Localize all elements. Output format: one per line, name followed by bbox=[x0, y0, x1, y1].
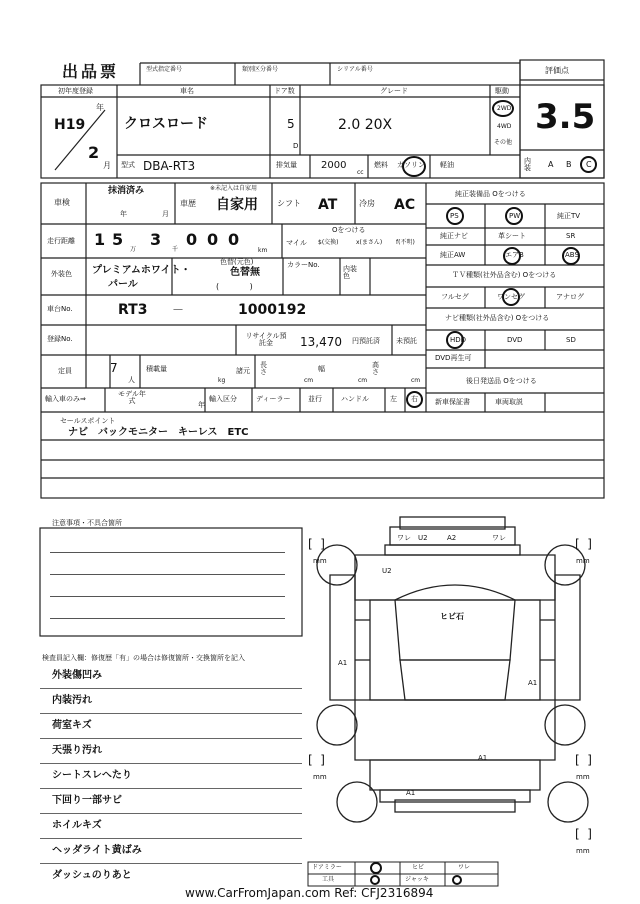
model-label: 型式 bbox=[121, 161, 135, 169]
month-value: 2 bbox=[88, 143, 100, 162]
unreg-note: ※未記入は自家用 bbox=[210, 185, 258, 192]
diag-label-u2-front: U2 bbox=[418, 534, 428, 542]
parallel-label: 並行 bbox=[308, 395, 322, 403]
tire-mm-rl: mm bbox=[313, 773, 327, 781]
mileage-digit-4: 0 bbox=[186, 230, 198, 249]
capacity-label: 定員 bbox=[58, 367, 72, 375]
legend-jack: ジャッキ bbox=[405, 876, 429, 883]
diag-label-a1-bottom: A1 bbox=[406, 789, 416, 797]
mile-option-exchange: $(交換) bbox=[318, 239, 339, 246]
note-line bbox=[50, 618, 285, 619]
navi-dvd-play: DVD再生可 bbox=[435, 354, 472, 362]
tire-bracket-fr: [ ] bbox=[575, 537, 592, 551]
equip-navi: 純正ナビ bbox=[440, 232, 468, 240]
equip-pw-circle bbox=[505, 207, 523, 225]
load-unit: kg bbox=[218, 377, 226, 384]
sales-point-label: セールスポイント bbox=[60, 417, 116, 425]
usage-value: 自家用 bbox=[216, 197, 258, 213]
aftersale-warranty: 新車保証書 bbox=[435, 398, 470, 406]
ac-label: 冷房 bbox=[359, 199, 375, 208]
legend-crack: ワレ bbox=[458, 864, 471, 871]
mile-label: マイル bbox=[286, 239, 307, 247]
dealer-label: ディーラー bbox=[256, 395, 291, 403]
model-cert-label: 型式指定番号 bbox=[146, 66, 183, 73]
color-change-paren: ( ) bbox=[216, 282, 253, 291]
import-type-label: 輸入区分 bbox=[209, 395, 237, 403]
recycle-value: 13,470 bbox=[300, 335, 342, 349]
mileage-unit-sen: 千 bbox=[172, 246, 179, 253]
legend-tools: 工具 bbox=[322, 876, 335, 883]
inspection-value: 抹消済み bbox=[108, 186, 145, 196]
rating-value: 3.5 bbox=[535, 97, 596, 137]
grade-label: グレード bbox=[380, 87, 408, 95]
tire-bracket-rl: [ ] bbox=[308, 753, 325, 767]
interior-grade-c: C bbox=[586, 160, 592, 169]
car-name-value: クロスロード bbox=[124, 116, 208, 132]
model-year-label: モデル年式 bbox=[118, 390, 146, 405]
diag-label-a1-left: A1 bbox=[338, 659, 348, 667]
displacement-label: 排気量 bbox=[276, 161, 297, 169]
left-label: 左 bbox=[390, 395, 397, 403]
watermark: www.CarFromJapan.com Ref: CFJ2316894 bbox=[185, 886, 434, 900]
mileage-digit-1: 1 bbox=[94, 230, 106, 249]
color-value-2: パール bbox=[108, 279, 138, 290]
right-label: 右 bbox=[411, 395, 418, 403]
grade-value: 2.0 20X bbox=[338, 117, 393, 133]
problem-row-line bbox=[40, 713, 302, 714]
color-change-value: 色替無 bbox=[230, 267, 260, 278]
interior-label: 内装 bbox=[524, 157, 531, 172]
problem-item: ダッシュのりあと bbox=[52, 870, 132, 881]
tire-bracket-rr: [ ] bbox=[575, 753, 592, 767]
recycle-label: リサイクル預託金 bbox=[245, 332, 287, 347]
sales-point-text: ナビ バックモニター キーレス ETC bbox=[68, 427, 249, 438]
legend-crack-small: ヒビ bbox=[412, 864, 425, 871]
navi-hdd: HDD bbox=[450, 336, 467, 344]
tv-title: ＴＶ種類(社外品含む) Oをつける bbox=[452, 271, 557, 279]
mileage-digit-5: 0 bbox=[207, 230, 219, 249]
dims-label: 諸元 bbox=[236, 367, 250, 375]
tire-bracket-fl: [ ] bbox=[308, 537, 325, 551]
serial-label: シリアル番号 bbox=[337, 66, 373, 73]
mileage-digit-2: 5 bbox=[112, 230, 124, 249]
mileage-unit-man: 万 bbox=[130, 246, 137, 253]
handle-label: ハンドル bbox=[341, 395, 369, 403]
tire-mm-rr: mm bbox=[576, 773, 590, 781]
category-label: 類別区分番号 bbox=[242, 66, 279, 73]
chassis-number: 1000192 bbox=[238, 302, 307, 318]
interior-circle bbox=[580, 156, 597, 173]
fuel-circle bbox=[402, 156, 426, 177]
aftersale-manual: 車両取説 bbox=[495, 398, 523, 406]
problem-row-line bbox=[40, 813, 302, 814]
problem-item: シートスレへたり bbox=[52, 770, 132, 781]
equip-ps-circle bbox=[446, 207, 464, 225]
diag-label-a2-front: A2 bbox=[447, 534, 457, 542]
chassis-dash: － bbox=[172, 303, 185, 317]
displacement-value: 2000 bbox=[321, 160, 347, 171]
tire-mm-fl: mm bbox=[313, 557, 327, 565]
navi-sd: SD bbox=[566, 336, 576, 344]
recycle-unpaid: 未預託 bbox=[396, 337, 417, 345]
problem-row-line bbox=[40, 738, 302, 739]
legend-jack-circle bbox=[452, 875, 462, 885]
problem-item: ホイルキズ bbox=[52, 820, 102, 831]
mile-option-altered: x(まさん) bbox=[356, 239, 383, 246]
capacity-unit: 人 bbox=[128, 376, 135, 384]
light-oil-label: 軽油 bbox=[440, 161, 454, 169]
car-name-label: 車名 bbox=[180, 87, 194, 95]
problem-row-line bbox=[40, 838, 302, 839]
tire-bracket-spare: [ ] bbox=[575, 827, 592, 841]
interior-grade-b: B bbox=[566, 160, 572, 169]
note-line bbox=[50, 552, 285, 553]
problem-row-line bbox=[40, 788, 302, 789]
fuel-value: ガソリン bbox=[397, 161, 425, 169]
doors-value: 5 bbox=[287, 117, 295, 131]
problem-item: ヘッダライト黄ばみ bbox=[52, 845, 142, 856]
shift-value: AT bbox=[318, 197, 338, 213]
problem-row-line bbox=[40, 863, 302, 864]
problem-item: 荷室キズ bbox=[52, 720, 92, 731]
width-unit: cm bbox=[358, 377, 368, 384]
legend-mirror-circle bbox=[370, 862, 382, 874]
equip-ps: PS bbox=[450, 212, 459, 220]
note-line bbox=[50, 596, 285, 597]
mileage-digit-6: 0 bbox=[228, 230, 240, 249]
inspection-label: 車検 bbox=[54, 198, 70, 207]
chassis-label: 車台No. bbox=[47, 305, 73, 313]
diag-label-u2-left: U2 bbox=[382, 567, 392, 575]
mileage-digit-3: 3 bbox=[150, 230, 162, 249]
year-unit: 年 bbox=[96, 103, 104, 112]
inspection-year: 年 bbox=[120, 210, 127, 218]
interior-grade-a: A bbox=[548, 160, 554, 169]
reg-no-label: 登録No. bbox=[47, 335, 73, 343]
load-label: 積載量 bbox=[146, 365, 167, 373]
ac-value: AC bbox=[394, 197, 416, 213]
month-unit: 月 bbox=[103, 161, 111, 170]
problem-row-line bbox=[40, 763, 302, 764]
legend-tools-circle bbox=[370, 875, 380, 885]
shift-label: シフト bbox=[277, 199, 301, 208]
mile-circle-note: Oをつける bbox=[332, 226, 366, 234]
height-unit: cm bbox=[411, 377, 421, 384]
problem-item: 外装傷凹み bbox=[52, 670, 102, 681]
equip-pw: PW bbox=[509, 212, 521, 220]
diag-label-windshield: ヒビ石 bbox=[440, 612, 464, 621]
drive-option-2wd: 2WD bbox=[497, 105, 512, 112]
color-label: 外装色 bbox=[51, 270, 72, 278]
doors-label: ドア数 bbox=[274, 87, 295, 95]
equip-leather: 革シート bbox=[498, 232, 526, 240]
drive-option-other: その他 bbox=[494, 139, 513, 146]
width-label: 幅 bbox=[318, 365, 325, 373]
rating-label: 評価点 bbox=[545, 66, 569, 75]
mile-option-unknown: f(不明) bbox=[396, 239, 415, 246]
drive-label: 駆動 bbox=[495, 87, 509, 95]
recycle-paid: 円預託済 bbox=[352, 337, 380, 345]
tv-analog: アナログ bbox=[556, 293, 584, 301]
chassis-prefix: RT3 bbox=[118, 302, 148, 318]
color-no-label: カラーNo. bbox=[287, 261, 320, 269]
equipment-title: 純正装備品 Oをつける bbox=[455, 190, 526, 198]
inspector-label: 検査員記入欄：修復歴「有」の場合は修復箇所・交換箇所を記入 bbox=[42, 654, 245, 662]
model-value: DBA-RT3 bbox=[143, 159, 196, 173]
color-change-label: 色替(元色) bbox=[220, 258, 254, 266]
color-value-1: プレミアムホワイト・ bbox=[92, 265, 191, 276]
model-year-unit: 年 bbox=[198, 401, 205, 409]
fuel-label: 燃料 bbox=[374, 161, 388, 169]
length-label: 長さ bbox=[260, 361, 267, 376]
equip-abs: ABS bbox=[565, 251, 579, 259]
aftersale-title: 後日発送品 Oをつける bbox=[466, 377, 537, 385]
problem-item: 内装汚れ bbox=[52, 695, 92, 706]
form-title: 出品票 bbox=[62, 62, 120, 81]
drive-option-4wd: 4WD bbox=[497, 123, 512, 130]
usage-label: 車歴 bbox=[180, 199, 196, 208]
doors-suffix: D bbox=[293, 142, 299, 150]
capacity-value: 7 bbox=[110, 361, 118, 375]
navi-title: ナビ種類(社外品含む) Oをつける bbox=[445, 314, 550, 322]
import-label: 輸入車のみ⇒ bbox=[45, 395, 86, 403]
car-diagram-outline bbox=[317, 517, 588, 822]
tire-mm-spare: mm bbox=[576, 847, 590, 855]
mileage-unit-km: km bbox=[258, 247, 268, 254]
diag-label-crack-front-left: ワレ bbox=[397, 534, 411, 542]
equip-airbag-circle bbox=[503, 247, 521, 265]
navi-dvd: DVD bbox=[507, 336, 523, 344]
notes-label: 注意事項・不具合箇所 bbox=[52, 519, 122, 527]
diag-label-a1-rear: A1 bbox=[478, 754, 488, 762]
handle-circle bbox=[406, 391, 423, 408]
tv-fullseg: フルセグ bbox=[441, 293, 469, 301]
first-reg-label: 初年度登録 bbox=[58, 87, 93, 95]
displacement-unit: cc bbox=[357, 169, 364, 176]
tv-oneseg-circle bbox=[502, 288, 520, 306]
legend-mirror: ドアミラー bbox=[312, 864, 342, 871]
tv-oneseg: ワンセグ bbox=[497, 293, 525, 301]
navi-hdd-circle bbox=[446, 331, 467, 349]
problem-item: 下回り一部サビ bbox=[52, 795, 122, 806]
mileage-label: 走行距離 bbox=[47, 237, 75, 245]
equip-sr: SR bbox=[566, 232, 576, 240]
inspection-month: 月 bbox=[162, 210, 169, 218]
problem-row-line bbox=[40, 688, 302, 689]
equip-airbag: エアB bbox=[505, 251, 524, 259]
equip-tv: 純正TV bbox=[557, 212, 581, 220]
height-label: 高さ bbox=[372, 361, 379, 376]
tire-mm-fr: mm bbox=[576, 557, 590, 565]
note-line bbox=[50, 574, 285, 575]
int-color-label: 内装色 bbox=[343, 265, 357, 280]
problem-item: 天張り汚れ bbox=[52, 745, 102, 756]
year-value: H19 bbox=[54, 117, 86, 133]
length-unit: cm bbox=[304, 377, 314, 384]
diag-label-crack-front-right: ワレ bbox=[492, 534, 506, 542]
equip-abs-circle bbox=[562, 247, 580, 265]
equip-aw: 純正AW bbox=[440, 251, 466, 259]
diag-label-a1-right: A1 bbox=[528, 679, 538, 687]
drive-circle bbox=[492, 100, 514, 117]
